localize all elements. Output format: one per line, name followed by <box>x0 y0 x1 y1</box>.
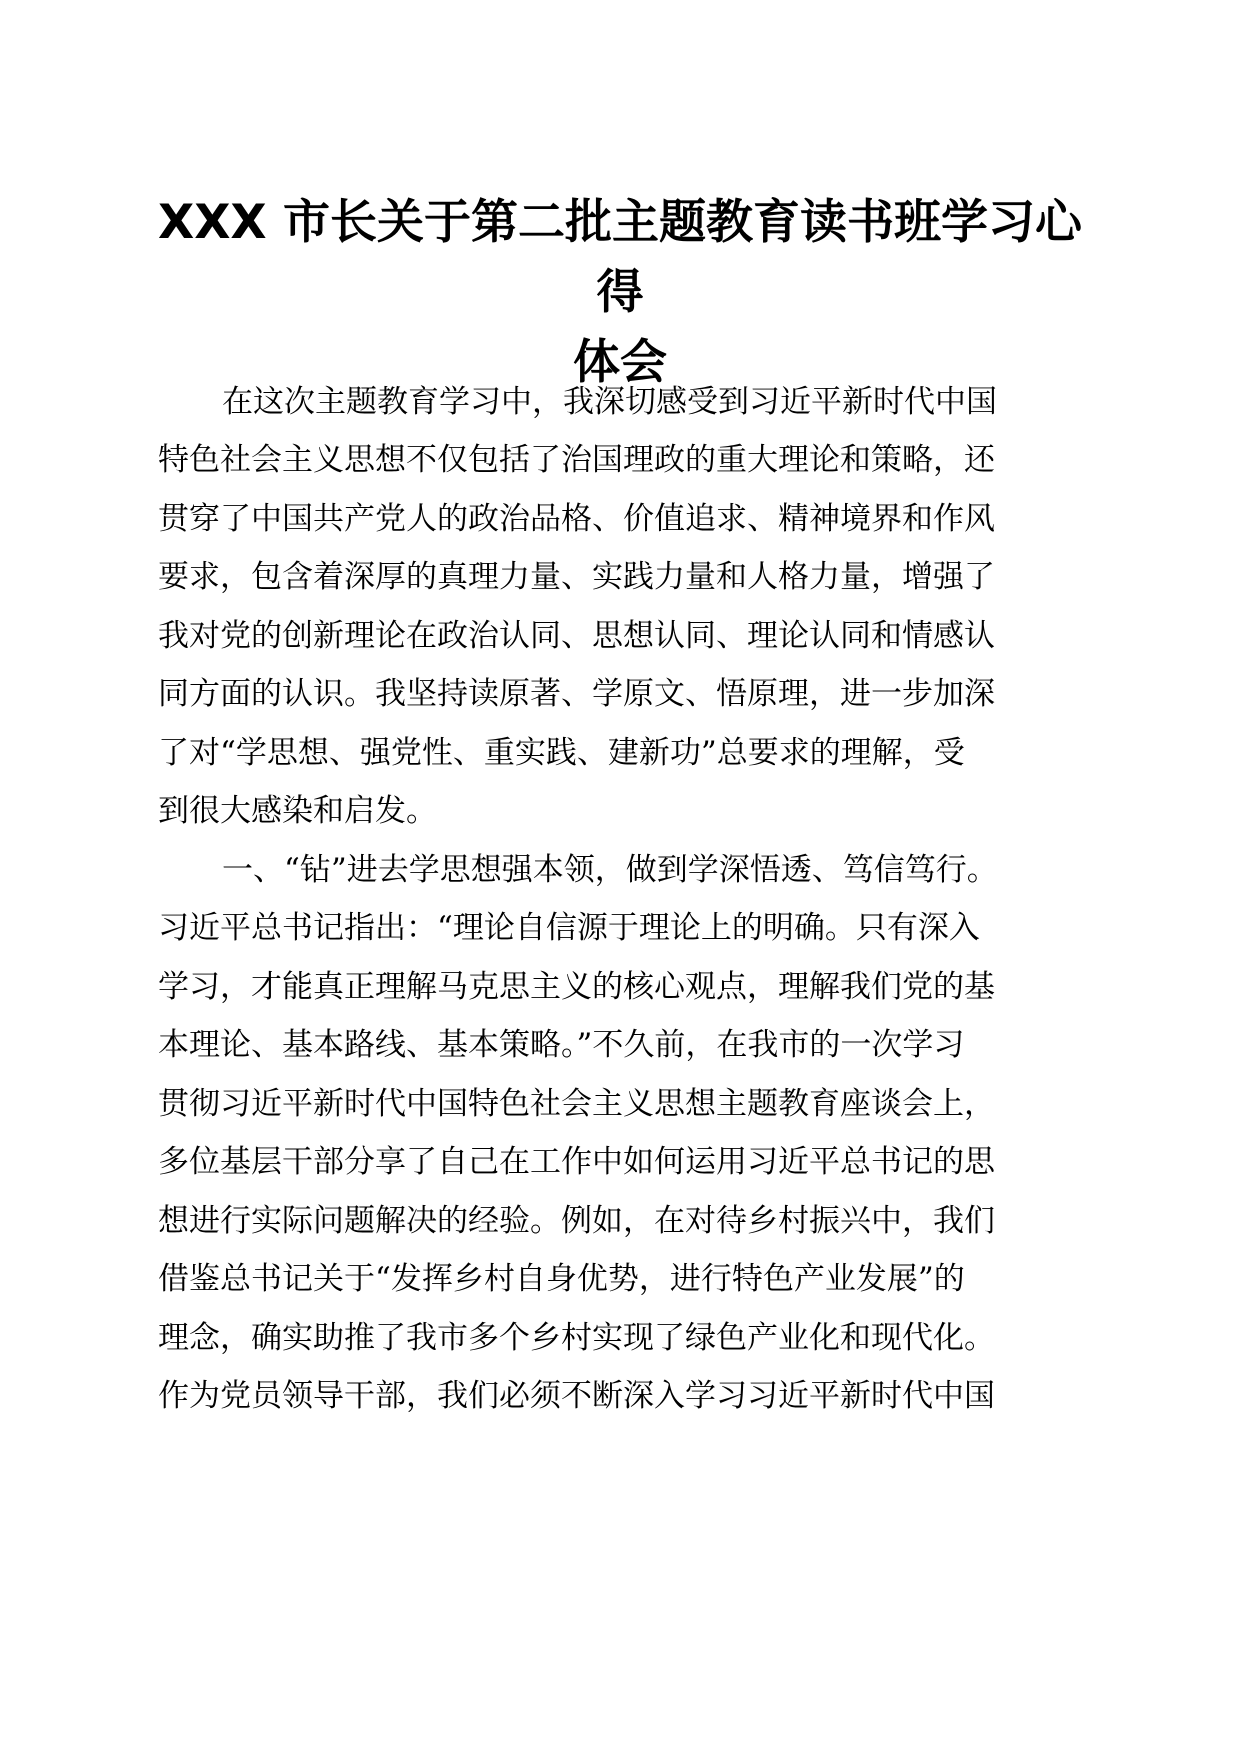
paragraph-2-line-6: 多位基层干部分享了自己在工作中如何运用习近平总书记的思 <box>158 1144 995 1180</box>
paragraph-2-line-3: 学习，才能真正理解马克思主义的核心观点，理解我们党的基 <box>158 969 995 1005</box>
paragraph-1-line-2: 特色社会主义思想不仅包括了治国理政的重大理论和策略，还 <box>158 442 995 478</box>
paragraph-1-line-4: 要求，包含着深厚的真理力量、实践力量和人格力量，增强了 <box>158 559 995 595</box>
paragraph-2-line-1: 一、“钻”进去学思想强本领，做到学深悟透、笃信笃行。 <box>222 852 998 888</box>
document-title <box>140 188 1100 398</box>
paragraph-2-line-5: 贯彻习近平新时代中国特色社会主义思想主题教育座谈会上， <box>158 1086 995 1122</box>
paragraph-1-line-3: 贯穿了中国共产党人的政治品格、价值追求、精神境界和作风 <box>158 501 995 537</box>
paragraph-2-line-7: 想进行实际问题解决的经验。例如，在对待乡村振兴中，我们 <box>158 1203 995 1239</box>
paragraph-2-line-4: 本理论、基本路线、基本策略。”不久前，在我市的一次学习 <box>158 1027 965 1063</box>
paragraph-1-line-6: 同方面的认识。我坚持读原著、学原文、悟原理，进一步加深 <box>158 676 995 712</box>
paragraph-1-line-1: 在这次主题教育学习中，我深切感受到习近平新时代中国 <box>222 384 997 420</box>
paragraph-2-line-10: 作为党员领导干部，我们必须不断深入学习习近平新时代中国 <box>158 1378 995 1414</box>
paragraph-2-line-9: 理念，确实助推了我市多个乡村实现了绿色产业化和现代化。 <box>158 1320 995 1356</box>
paragraph-2-line-8: 借鉴总书记关于“发挥乡村自身优势，进行特色产业发展”的 <box>158 1261 965 1297</box>
title-line-2: 体会 <box>573 335 667 390</box>
paragraph-2-line-2: 习近平总书记指出：“理论自信源于理论上的明确。只有深入 <box>158 910 980 946</box>
paragraph-1-line-5: 我对党的创新理论在政治认同、思想认同、理论认同和情感认 <box>158 618 995 654</box>
paragraph-1-line-7: 了对“学思想、强党性、重实践、建新功”总要求的理解，受 <box>158 735 965 771</box>
paragraph-1-line-8: 到很大感染和启发。 <box>158 793 437 829</box>
title-line-1: XXX 市长关于第二批主题教育读书班学习心得 <box>157 195 1083 320</box>
